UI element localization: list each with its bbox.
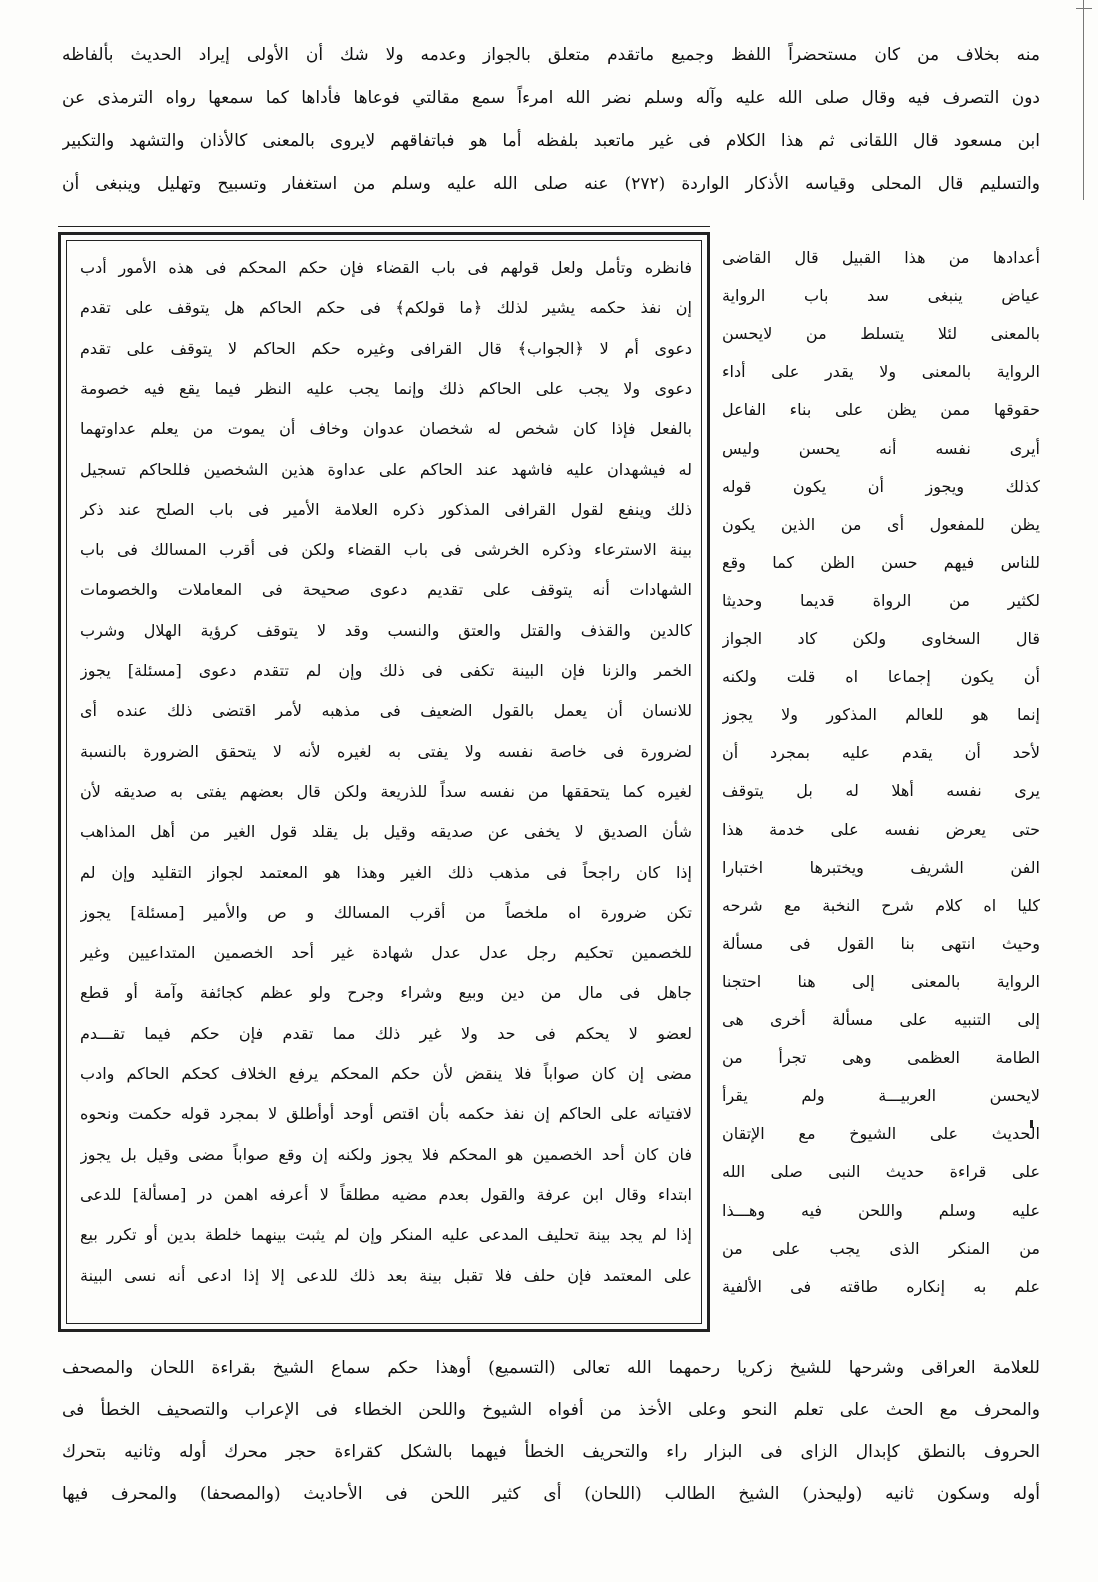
main-text-side-column-line: الفن الشريف ويختبرها اختبارا — [722, 857, 1040, 877]
marginal-note-line: الشهادات أنه يتوقف على تقديم دعوى صحيحة فى المعاملات والخصومات — [80, 580, 692, 600]
marginal-note-line: له فيشهدان عليه فاشهد عند الحاكم على عداوة هذين الشخصين فللحاكم تسجيل — [80, 459, 692, 479]
marginal-note-line: مضى إن كان صواباً فلا ينقض لأن حكم المحكم يرفع الخلاف كحكم الحاكم وادب — [80, 1064, 692, 1083]
marginal-note-line: بينة الاسترعاء وذكره الخرشى فى باب القضاء ولكن فى أقرب المسالك فى باب — [80, 540, 692, 560]
marginal-note-line: شأن الصديق لا يخفى عن صديقه وقيل بل يقلد قول الغير من أهل المذاهب — [80, 822, 692, 842]
main-text-side-column-line: إلى التنبيه على مسألة أخرى هى — [722, 1010, 1040, 1029]
main-text-side-column-line: بالمعنى لئلا يتسلط من لايحسن — [722, 324, 1040, 344]
main-text-side-column-line: وحيث انتهى بنا القول فى مسألة — [722, 933, 1040, 953]
main-text-side-column-line: حتى يعرض نفسه على خدمة هذا — [722, 819, 1040, 839]
main-text-side-column-line: علم به إنكاره طاقته فى الألفية — [722, 1276, 1040, 1296]
marginal-note-line: الخمر والزنا فإن البينة تكفى فى ذلك وإن لم تتقدم دعوى [مسئلة] يجوز — [80, 661, 692, 680]
marginal-note-line: للانسان أن يعمل بالقول الضعيف فى مذهبه لأمر اقتضى ذلك عنده أى — [80, 701, 692, 721]
main-text-side-column-line: حقوقها ممن يظن على بناء الفاعل — [722, 400, 1040, 420]
main-text-side-column-line: الحديث على الشيوخ مع الإتقان — [722, 1124, 1040, 1144]
main-text-side-column-line: الرواية بالمعنى ولا يقدر على أداء — [722, 362, 1040, 382]
main-text-side-column-line: قال السخاوى ولكن كاد الجواز — [722, 629, 1040, 648]
main-text-line: الحروف بالنطق كإبدال الزاى فى البزار راء والتحريف الخطأ فيهما بالشكل كقراءة حجر محرك أوله وثانيه بتحرك — [62, 1442, 1040, 1462]
marginal-note-line: لغيره كما يتحققها من نفسه سداً للذريعة ولكن قال بعضهم يفتى به صديقه لأن — [80, 781, 692, 801]
main-text-side-column-line: الرواية بالمعنى إلى هنا احتجنا — [722, 971, 1040, 991]
marginal-note-line: على المعتمد فإن حلف فلا تقبل بينة بعد ذلك للدعى إلا إذا ادعى أنه نسى البينة — [80, 1265, 692, 1285]
scan-edge-mark — [1076, 8, 1092, 9]
box-top-rule — [58, 226, 710, 227]
marginal-note-line: للخصمين تحكيم رجل عدل عدل شهادة غير أحد الخصمين المتداعيين وغير — [80, 943, 692, 963]
main-text-side-column-line: عياض ينبغى سد باب الرواية — [722, 286, 1040, 306]
marginal-note-line: دعوى ولا يجب على الحاكم ذلك وإنما يجب عليه النظر فيما يقع فيه خصومة — [80, 378, 692, 398]
main-text-line: للعلامة العراقى وشرحها للشيخ زكريا رحمهما الله تعالى (التسميع) أوهذا حكم سماع الشيخ بقراءة اللحان والمصحف — [62, 1358, 1040, 1378]
main-text-line: دون التصرف فيه وقال صلى الله عليه وآله وسلم نضر الله امرءاً سمع مقالتي فوعاها فأداها كما سمعها رواه الترمذى عن — [62, 88, 1040, 108]
main-text-side-column-line: إنما هو للعالم المذكور ولا يجوز — [722, 705, 1040, 725]
marginal-note-line: جاهل فى مال من دين وبيع وشراء وجرح ولو عظم كجائفة وآمة أو قطع — [80, 983, 692, 1003]
marginal-note-line: إن نفذ حكمه يشير لذلك ﴿ما قولكم﴾ فى حكم الحاكم هل يتوقف على تقدم — [80, 298, 692, 318]
main-text-side-column-line: يرى نفسه أهلا له بل يتوقف — [722, 781, 1040, 801]
marginal-note-line: لعضو لا يحكم فى حد ولا غير ذلك مما تقدم فإن حكم فيما تقـــدم — [80, 1023, 692, 1043]
marginal-note-line: فانظره وتأمل ولعل قولهم فى باب القضاء فإن حكم المحكم فى هذه الأمور أدب — [80, 258, 692, 277]
marginal-note-line: إذا كان راجحاً فى مذهب ذلك الغير وهذا هو المعتمد لجواز التقليد وإن لم — [80, 862, 692, 882]
main-text-line: ابن مسعود قال اللقانى ثم هذا الكلام فى غير ماتعبد بلفظه أما هو فباتفاقهم لايروى بالمعنى كالأذان والتشهد والتكبير — [62, 131, 1040, 151]
main-text-side-column-line: للناس فيهم حسن الظن كما وقع — [722, 552, 1040, 572]
main-text-side-column-line: لايحسن العربيـــة ولم يقرأ — [722, 1086, 1040, 1106]
main-text-side-column-line: يظن للمفعول أى من الذين يكون — [722, 514, 1040, 534]
main-text-line: والمحرف مع الحث على تعلم النحو وعلى الأخذ من أفواه الشيوخ واللحن الخطاء فى الإعراب والتصحيف الخطأ فى — [62, 1400, 1040, 1420]
main-text-side-column-line: لأحد أن يقدم عليه بمجرد أن — [722, 743, 1040, 763]
main-text-side-column-line: أن يكون إجماعا اه قلت ولكنه — [722, 667, 1040, 687]
main-text-side-column-line: من المنكر الذى يجب على من — [722, 1238, 1040, 1258]
main-text-side-column-line: أعدادها من هذا القبيل قال القاضى — [722, 248, 1040, 267]
main-text-line: منه بخلاف من كان مستحضراً اللفظ وجميع ماتقدم متعلق بالجواز وعدمه ولا شك أن الأولى إيراد الحديث بألفاظه — [62, 45, 1040, 65]
marginal-note-line: إذا لم يجد بينة تحليف المدعى عليه المنكر وإن لم يثبت بينهما خلطة بدين أو تكرر بيع — [80, 1225, 692, 1245]
main-text-side-column-line: لكثير من الرواة قديما وحديثا — [722, 590, 1040, 610]
main-text-side-column-line: أيرى نفسه أنه يحسن وليس — [722, 438, 1040, 458]
marginal-note-line: كالدين والقذف والقتل والعتق والنسب وقد لا يتوقف كرؤية الهلال وشرب — [80, 620, 692, 640]
main-text-line: أوله وسكون ثانيه (وليحذر) الشيخ الطالب (اللحان) أى كثير اللحن فى الأحاديث (والمصحفا) والمحرف فيها — [62, 1484, 1040, 1504]
marginal-note-line: تكن ضرورة اه ملخصاً من أقرب المسالك و ص والأمير [مسئلة] يجوز — [80, 902, 692, 922]
main-text-side-column-line: كذلك ويجوز أن يكون قوله — [722, 476, 1040, 496]
marginal-note-line: لضرورة فى خاصة نفسه ولا يفتى به لغيره لأنه لا يتحقق الضرورة بالنسبة — [80, 741, 692, 761]
marginal-note-line: لافتياته على الحاكم إن نفذ حكمه بأن اقتص أوحد أوأطلق لا بمجرد قوله حكمت ونحوه — [80, 1104, 692, 1124]
scan-edge-rule — [1083, 0, 1084, 200]
marginal-note-line: بالفعل فإذا كان شخص له شخصان عدوان وخاف أن يموت من يعلم عداوتهما — [80, 419, 692, 439]
main-text-side-column-line: الطامة العظمى وهى تجرأ من — [722, 1048, 1040, 1068]
marginal-note-line: ذلك وينفع لقول القرافى المذكور ذكره العلامة الأمير فى باب الصلح عند ذكر — [80, 499, 692, 519]
marginal-note-line: فان كان أحد الخصمين هو المحكم فلا يجوز ولكنه إن وقع صواباً مضى وقيل بل يجوز — [80, 1144, 692, 1164]
main-text-side-column-line: على قراءة حديث النبى صلى الله — [722, 1162, 1040, 1182]
marginal-note-line: ابتداء وقال ابن عرفة والقول بعدم مضيه مطلقاً لا أعرفه اهمن در [مسألة] للدعى — [80, 1184, 692, 1204]
marginal-note-line: دعوى أم لا ﴿الجواب﴾ قال القرافى وغيره حكم الحاكم لا يتوقف على تقدم — [80, 338, 692, 358]
main-text-side-column-line: كليا اه كلام شرح النخبة مع شرحه — [722, 895, 1040, 915]
main-text-line: والتسليم قال المحلى وقياسه الأذكار الواردة (٢٧٢) عنه صلى الله عليه وسلم من استغفار وتسبيح وتهليل وينبغى أن — [62, 174, 1040, 194]
main-text-side-column-line: عليه وسلم واللحن فيه وهـــذا — [722, 1200, 1040, 1220]
